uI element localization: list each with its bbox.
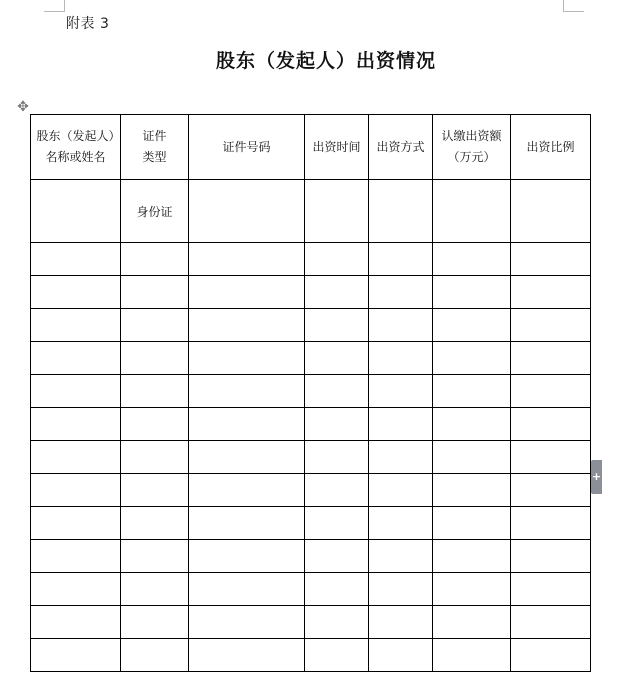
- cell-contribution-method[interactable]: [369, 474, 433, 507]
- cell-contribution-time[interactable]: [305, 309, 369, 342]
- cell-contribution-ratio[interactable]: [511, 441, 591, 474]
- cell-id-type[interactable]: [121, 606, 189, 639]
- cell-shareholder-name[interactable]: [31, 573, 121, 606]
- cell-id-number[interactable]: [189, 507, 305, 540]
- header-contribution-time[interactable]: 出资时间: [305, 115, 369, 180]
- table-row: [31, 540, 591, 573]
- cell-id-type[interactable]: [121, 342, 189, 375]
- move-arrows-icon[interactable]: ✥: [17, 99, 29, 115]
- header-shareholder-name[interactable]: 股东（发起人）名称或姓名: [31, 115, 121, 180]
- table-row: [31, 474, 591, 507]
- page-margin-mark-right: [563, 0, 584, 12]
- table-row: [31, 639, 591, 672]
- cell-contribution-ratio[interactable]: [511, 507, 591, 540]
- cell-id-number[interactable]: [189, 342, 305, 375]
- cell-contribution-ratio[interactable]: [511, 639, 591, 672]
- cell-contribution-time[interactable]: [305, 276, 369, 309]
- cell-contribution-time[interactable]: [305, 639, 369, 672]
- cell-shareholder-name[interactable]: [31, 507, 121, 540]
- cell-id-type[interactable]: [121, 639, 189, 672]
- contribution-table: [30, 114, 591, 672]
- plus-icon[interactable]: +: [591, 460, 602, 494]
- cell-contribution-time[interactable]: [305, 243, 369, 276]
- table-header-row: [31, 115, 591, 180]
- cell-contribution-ratio[interactable]: [511, 606, 591, 639]
- cell-id-type[interactable]: 身份证: [121, 180, 189, 243]
- cell-contribution-ratio[interactable]: [511, 342, 591, 375]
- cell-contribution-method[interactable]: [369, 408, 433, 441]
- cell-contribution-time[interactable]: [305, 540, 369, 573]
- cell-shareholder-name[interactable]: [31, 276, 121, 309]
- table-row: [31, 276, 591, 309]
- cell-contribution-time[interactable]: [305, 507, 369, 540]
- cell-shareholder-name[interactable]: [31, 180, 121, 243]
- cell-id-type[interactable]: [121, 276, 189, 309]
- cell-id-number[interactable]: [189, 408, 305, 441]
- cell-contribution-method[interactable]: [369, 276, 433, 309]
- table-row: [31, 342, 591, 375]
- cell-id-number[interactable]: [189, 573, 305, 606]
- cell-shareholder-name[interactable]: [31, 474, 121, 507]
- cell-id-type[interactable]: [121, 375, 189, 408]
- cell-contribution-ratio[interactable]: [511, 309, 591, 342]
- cell-contribution-time[interactable]: [305, 375, 369, 408]
- cell-subscribed-amount[interactable]: [433, 276, 511, 309]
- cell-subscribed-amount[interactable]: [433, 474, 511, 507]
- cell-id-number[interactable]: [189, 606, 305, 639]
- cell-subscribed-amount[interactable]: [433, 639, 511, 672]
- cell-contribution-method[interactable]: [369, 309, 433, 342]
- cell-contribution-time[interactable]: [305, 441, 369, 474]
- cell-id-number[interactable]: [189, 309, 305, 342]
- cell-id-type[interactable]: [121, 573, 189, 606]
- cell-contribution-ratio[interactable]: [511, 474, 591, 507]
- table-row: [31, 573, 591, 606]
- table-row: [31, 309, 591, 342]
- table-row: [31, 243, 591, 276]
- cell-contribution-ratio[interactable]: [511, 243, 591, 276]
- cell-subscribed-amount[interactable]: [433, 507, 511, 540]
- table-row: [31, 180, 591, 243]
- cell-shareholder-name[interactable]: [31, 243, 121, 276]
- page-title: 股东（发起人）出资情况: [215, 50, 436, 72]
- cell-id-number[interactable]: [189, 540, 305, 573]
- header-subscribed-amount[interactable]: 认缴出资额（万元）: [433, 115, 511, 180]
- cell-contribution-ratio[interactable]: [511, 375, 591, 408]
- cell-contribution-ratio[interactable]: [511, 180, 591, 243]
- cell-shareholder-name[interactable]: [31, 441, 121, 474]
- cell-subscribed-amount[interactable]: [433, 606, 511, 639]
- cell-id-type[interactable]: [121, 408, 189, 441]
- header-id-type[interactable]: 证件类型: [121, 115, 189, 180]
- cell-shareholder-name[interactable]: [31, 606, 121, 639]
- table-row: [31, 408, 591, 441]
- cell-contribution-ratio[interactable]: [511, 408, 591, 441]
- cell-id-type[interactable]: [121, 507, 189, 540]
- cell-contribution-method[interactable]: [369, 243, 433, 276]
- cell-shareholder-name[interactable]: [31, 342, 121, 375]
- table-row: [31, 441, 591, 474]
- cell-id-type[interactable]: [121, 474, 189, 507]
- cell-contribution-method[interactable]: [369, 375, 433, 408]
- table-row: [31, 606, 591, 639]
- appendix-label: 附表 3: [66, 16, 110, 32]
- cell-contribution-time[interactable]: [305, 180, 369, 243]
- cell-subscribed-amount[interactable]: [433, 309, 511, 342]
- cell-id-number[interactable]: [189, 180, 305, 243]
- header-contribution-method[interactable]: 出资方式: [369, 115, 433, 180]
- cell-id-type[interactable]: [121, 441, 189, 474]
- cell-subscribed-amount[interactable]: [433, 375, 511, 408]
- cell-contribution-time[interactable]: [305, 342, 369, 375]
- cell-subscribed-amount[interactable]: [433, 540, 511, 573]
- cell-subscribed-amount[interactable]: [433, 243, 511, 276]
- cell-contribution-ratio[interactable]: [511, 276, 591, 309]
- table-row: [31, 507, 591, 540]
- cell-id-type[interactable]: [121, 540, 189, 573]
- cell-id-type[interactable]: [121, 309, 189, 342]
- cell-subscribed-amount[interactable]: [433, 342, 511, 375]
- cell-subscribed-amount[interactable]: [433, 573, 511, 606]
- cell-contribution-time[interactable]: [305, 474, 369, 507]
- cell-id-number[interactable]: [189, 474, 305, 507]
- cell-subscribed-amount[interactable]: [433, 408, 511, 441]
- cell-id-number[interactable]: [189, 639, 305, 672]
- header-contribution-ratio[interactable]: 出资比例: [511, 115, 591, 180]
- header-id-number[interactable]: 证件号码: [189, 115, 305, 180]
- cell-shareholder-name[interactable]: [31, 309, 121, 342]
- cell-shareholder-name[interactable]: [31, 375, 121, 408]
- table-row: [31, 375, 591, 408]
- page-margin-mark-left: [44, 0, 65, 12]
- cell-subscribed-amount[interactable]: [433, 441, 511, 474]
- cell-id-number[interactable]: [189, 276, 305, 309]
- cell-subscribed-amount[interactable]: [433, 180, 511, 243]
- cell-contribution-time[interactable]: [305, 408, 369, 441]
- cell-id-number[interactable]: [189, 441, 305, 474]
- cell-contribution-method[interactable]: [369, 573, 433, 606]
- cell-id-number[interactable]: [189, 375, 305, 408]
- cell-contribution-method[interactable]: [369, 606, 433, 639]
- cell-contribution-time[interactable]: [305, 573, 369, 606]
- cell-shareholder-name[interactable]: [31, 540, 121, 573]
- cell-contribution-ratio[interactable]: [511, 573, 591, 606]
- cell-contribution-method[interactable]: [369, 540, 433, 573]
- cell-contribution-time[interactable]: [305, 606, 369, 639]
- cell-contribution-method[interactable]: [369, 342, 433, 375]
- cell-shareholder-name[interactable]: [31, 639, 121, 672]
- cell-contribution-method[interactable]: [369, 507, 433, 540]
- cell-contribution-method[interactable]: [369, 441, 433, 474]
- cell-id-type[interactable]: [121, 243, 189, 276]
- cell-contribution-ratio[interactable]: [511, 540, 591, 573]
- cell-id-number[interactable]: [189, 243, 305, 276]
- cell-contribution-method[interactable]: [369, 180, 433, 243]
- cell-contribution-method[interactable]: [369, 639, 433, 672]
- cell-shareholder-name[interactable]: [31, 408, 121, 441]
